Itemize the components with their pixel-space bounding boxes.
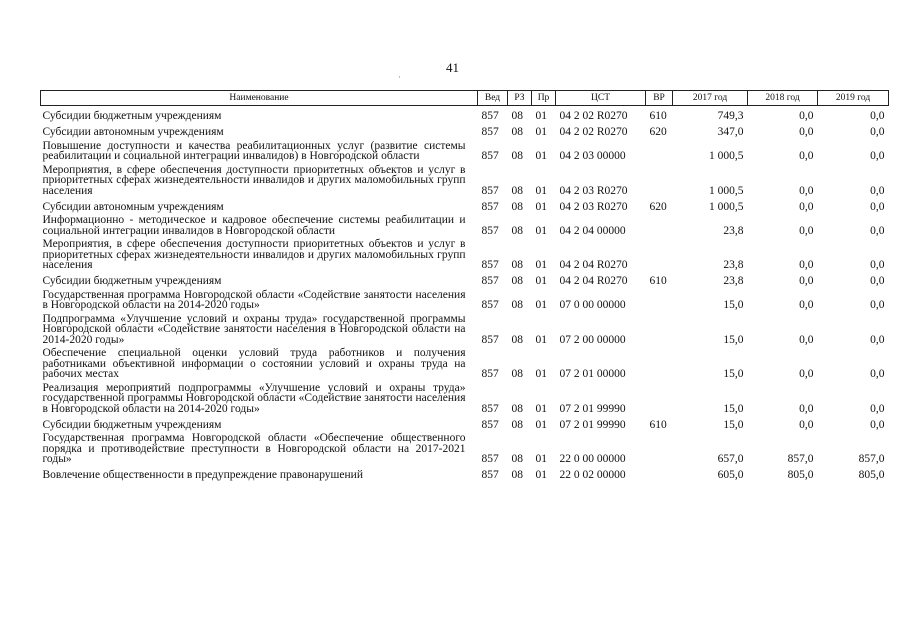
row-ved: 857 (481, 184, 499, 197)
row-vr (646, 345, 673, 380)
row-name: Субсидии автономным учреждениям (42, 126, 224, 138)
row-name: Мероприятия, в сфере обеспечения доступности приоритетных объектов и услуг в приоритетных сферах жизнедеятельности инвалидов и других маломобильных групп населения (42, 238, 466, 271)
budget-table (40, 90, 889, 481)
row-pr: 01 (535, 453, 547, 465)
row-2018: 805,0 (787, 469, 814, 481)
row-ved: 857 (481, 333, 499, 346)
row-rz: 08 (511, 259, 523, 271)
row-cst: 04 2 03 R0270 (559, 184, 628, 197)
row-rz: 08 (511, 110, 523, 122)
row-cst: 07 0 00 00000 (559, 299, 626, 311)
row-pr: 01 (535, 368, 547, 380)
row-2018: 0,0 (799, 402, 814, 415)
row-pr: 01 (535, 299, 547, 311)
row-2019: 0,0 (870, 150, 885, 162)
row-name: Вовлечение общественности в предупреждение правонарушений (42, 469, 363, 481)
header-vr: ВР (646, 91, 673, 106)
row-2018: 857,0 (787, 453, 814, 465)
row-pr: 01 (535, 259, 547, 271)
row-vr (646, 311, 673, 346)
row-rz: 08 (511, 275, 523, 287)
row-2019: 0,0 (870, 184, 885, 197)
row-2017: 1 000,5 (709, 200, 744, 213)
header-2018: 2018 год (748, 91, 818, 106)
row-name: Государственная программа Новгородской области «Содействие занятости населения в Новгородской области на 2014-2020 годы» (42, 288, 466, 311)
row-rz: 08 (511, 184, 523, 197)
table-row (41, 311, 889, 346)
row-rz: 08 (511, 200, 523, 213)
row-2019: 0,0 (870, 299, 885, 311)
row-rz: 08 (511, 150, 523, 162)
row-name: Повышение доступности и качества реабилитационных услуг (развитие системы реабилитации и социальной интеграции инвалидов) в Новгородской области (42, 139, 466, 162)
row-vr: 610 (649, 418, 667, 431)
row-rz: 08 (511, 224, 523, 237)
row-ved: 857 (481, 418, 499, 431)
row-pr: 01 (535, 224, 547, 237)
row-2017: 15,0 (723, 402, 744, 415)
row-2018: 0,0 (799, 224, 814, 237)
row-2017: 1 000,5 (709, 150, 744, 162)
row-pr: 01 (535, 418, 547, 431)
row-pr: 01 (535, 402, 547, 415)
row-pr: 01 (535, 184, 547, 197)
row-2019: 0,0 (870, 368, 885, 380)
row-2018: 0,0 (799, 150, 814, 162)
row-2018: 0,0 (799, 418, 814, 431)
header-rz: РЗ (508, 91, 532, 106)
row-rz: 08 (511, 126, 523, 138)
row-name: Реализация мероприятий подпрограммы «Улучшение условий и охраны труда» государственной программы Новгородской области «Содействие занятости населения в Новгородской области на 2014-2020 годы» (42, 381, 466, 415)
page-mark: · (398, 72, 401, 82)
row-ved: 857 (481, 224, 499, 237)
table-body (41, 106, 889, 481)
table-row (41, 162, 889, 197)
row-2019: 0,0 (870, 224, 885, 237)
row-vr: 620 (649, 200, 667, 213)
row-cst: 07 2 01 00000 (559, 368, 626, 380)
row-ved: 857 (481, 299, 499, 311)
row-2018: 0,0 (799, 259, 814, 271)
table-row (41, 345, 889, 380)
row-2017: 347,0 (717, 126, 744, 138)
table-row (41, 138, 889, 162)
row-name: Субсидии бюджетным учреждениям (42, 418, 222, 431)
row-ved: 857 (481, 402, 499, 415)
row-vr (646, 380, 673, 415)
row-2019: 0,0 (870, 275, 885, 287)
row-cst: 07 2 00 00000 (559, 333, 626, 346)
row-2017: 23,8 (723, 275, 744, 287)
row-ved: 857 (481, 110, 499, 122)
row-2019: 0,0 (870, 110, 885, 122)
header-pr: Пр (532, 91, 556, 106)
row-ved: 857 (481, 453, 499, 465)
row-ved: 857 (481, 126, 499, 138)
row-cst: 04 2 03 R0270 (559, 200, 628, 213)
row-cst: 04 2 04 R0270 (559, 259, 628, 271)
row-2017: 1 000,5 (709, 184, 744, 197)
row-2017: 15,0 (723, 418, 744, 431)
row-vr (646, 465, 673, 481)
row-2017: 23,8 (723, 259, 744, 271)
row-rz: 08 (511, 402, 523, 415)
row-name: Информационно - методическое и кадровое обеспечение системы реабилитации и социальной интеграции инвалидов в Новгородской области (42, 214, 466, 237)
table-row (41, 196, 889, 212)
row-pr: 01 (535, 200, 547, 213)
row-2019: 0,0 (870, 418, 885, 431)
row-2018: 0,0 (799, 275, 814, 287)
row-ved: 857 (481, 150, 499, 162)
row-vr (646, 162, 673, 197)
row-pr: 01 (535, 126, 547, 138)
table-header (41, 91, 889, 106)
table-row (41, 465, 889, 481)
row-vr (646, 430, 673, 465)
header-2019: 2019 год (818, 91, 889, 106)
row-cst: 04 2 04 R0270 (559, 275, 628, 287)
row-rz: 08 (511, 418, 523, 431)
row-2018: 0,0 (799, 333, 814, 346)
row-2019: 805,0 (858, 469, 885, 481)
row-cst: 07 2 01 99990 (559, 418, 626, 431)
row-vr (646, 212, 673, 236)
row-pr: 01 (535, 469, 547, 481)
page-number: 41 (446, 60, 459, 75)
row-pr: 01 (535, 333, 547, 346)
row-name: Субсидии бюджетным учреждениям (42, 110, 222, 122)
row-cst: 22 0 02 00000 (559, 469, 626, 481)
row-2019: 857,0 (858, 453, 885, 465)
row-name: Обеспечение специальной оценки условий труда работников и получения работниками объективной информации о состоянии условий и охраны труда на рабочих местах (42, 347, 466, 380)
row-2019: 0,0 (870, 333, 885, 346)
table-row (41, 212, 889, 236)
table-row (41, 106, 889, 122)
row-vr: 610 (649, 110, 667, 122)
row-pr: 01 (535, 150, 547, 162)
row-cst: 07 2 01 99990 (559, 402, 626, 415)
row-cst: 04 2 03 00000 (559, 150, 626, 162)
row-name: Субсидии бюджетным учреждениям (42, 275, 222, 287)
row-2019: 0,0 (870, 200, 885, 213)
table-row (41, 430, 889, 465)
table-row (41, 380, 889, 415)
row-2017: 15,0 (723, 299, 744, 311)
row-vr: 620 (649, 126, 667, 138)
row-name: Субсидии автономным учреждениям (42, 200, 224, 213)
row-2017: 23,8 (723, 224, 744, 237)
row-rz: 08 (511, 333, 523, 346)
row-ved: 857 (481, 469, 499, 481)
row-ved: 857 (481, 259, 499, 271)
row-2017: 657,0 (717, 453, 744, 465)
row-pr: 01 (535, 110, 547, 122)
row-name: Государственная программа Новгородской области «Обеспечение общественного порядка и противодействие преступности в Новгородской области на 2017-2021 годы» (42, 432, 466, 465)
table-row (41, 236, 889, 271)
row-2017: 15,0 (723, 333, 744, 346)
row-vr (646, 287, 673, 311)
row-rz: 08 (511, 469, 523, 481)
row-ved: 857 (481, 368, 499, 380)
table-row (41, 414, 889, 430)
row-vr (646, 236, 673, 271)
header-name: Наименование (41, 91, 478, 106)
row-vr: 610 (649, 275, 667, 287)
row-2018: 0,0 (799, 368, 814, 380)
row-cst: 04 2 02 R0270 (559, 126, 628, 138)
row-cst: 04 2 04 00000 (559, 224, 626, 237)
row-2018: 0,0 (799, 184, 814, 197)
row-2018: 0,0 (799, 126, 814, 138)
row-cst: 22 0 00 00000 (559, 453, 626, 465)
row-2018: 0,0 (799, 110, 814, 122)
row-rz: 08 (511, 299, 523, 311)
row-2017: 605,0 (717, 469, 744, 481)
row-ved: 857 (481, 200, 499, 213)
table-row (41, 122, 889, 138)
row-2019: 0,0 (870, 402, 885, 415)
table-row (41, 271, 889, 287)
row-name: Подпрограмма «Улучшение условий и охраны труда» государственной программы Новгородской области «Содействие занятости населения в Новгородской области на 2014-2020 годы» (42, 312, 466, 346)
row-2019: 0,0 (870, 259, 885, 271)
row-2017: 749,3 (717, 110, 744, 122)
table-row (41, 287, 889, 311)
row-2018: 0,0 (799, 200, 814, 213)
row-vr (646, 138, 673, 162)
row-rz: 08 (511, 368, 523, 380)
row-ved: 857 (481, 275, 499, 287)
header-2017: 2017 год (673, 91, 748, 106)
row-2017: 15,0 (723, 368, 744, 380)
header-cst: ЦСТ (556, 91, 646, 106)
row-2018: 0,0 (799, 299, 814, 311)
row-2019: 0,0 (870, 126, 885, 138)
row-name: Мероприятия, в сфере обеспечения доступности приоритетных объектов и услуг в приоритетных сферах жизнедеятельности инвалидов и других маломобильных групп населения (42, 163, 466, 197)
row-pr: 01 (535, 275, 547, 287)
header-ved: Вед (478, 91, 508, 106)
row-rz: 08 (511, 453, 523, 465)
row-cst: 04 2 02 R0270 (559, 110, 628, 122)
